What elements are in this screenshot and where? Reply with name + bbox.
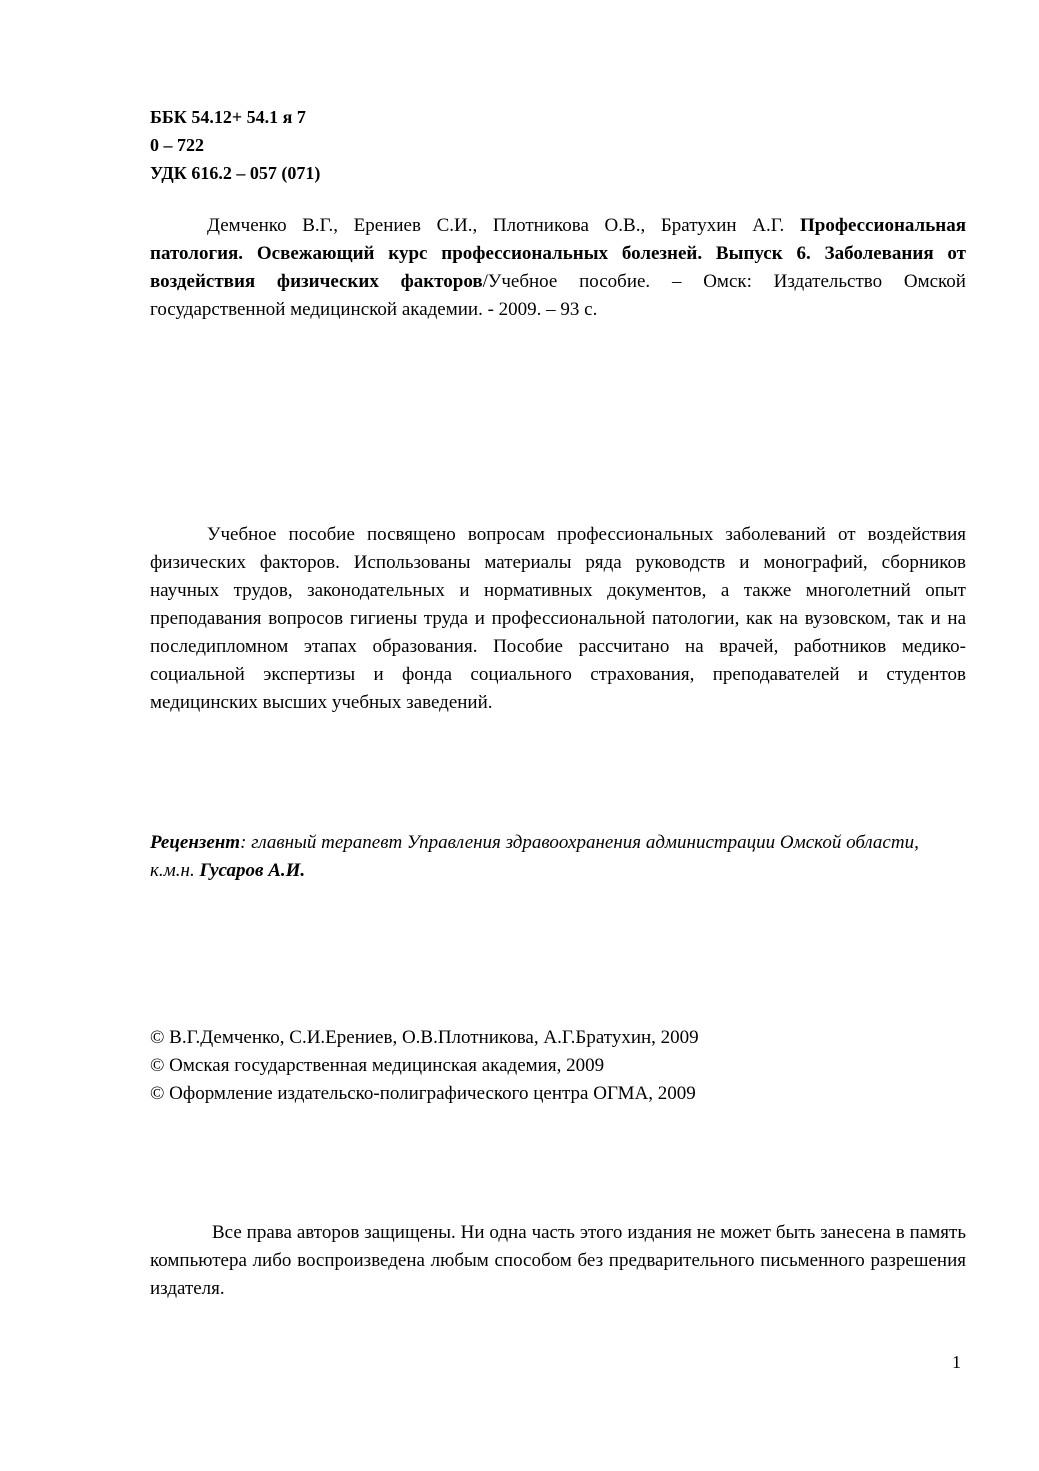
rights-notice: Все права авторов защищены. Ни одна часть этого издания не может быть занесена в память компьютера либо воспроизведена любым способом без предварительного письменного разрешения издателя. (150, 1222, 966, 1299)
author-mark: 0 – 722 (150, 135, 204, 155)
copyright-block (150, 1024, 699, 1108)
page-number: 1 (952, 1352, 961, 1372)
copyright-line: © Оформление издательско-полиграфического центра ОГМА, 2009 (150, 1083, 696, 1104)
copyright-line: © В.Г.Демченко, С.И.Ерениев, О.В.Плотникова, А.Г.Братухин, 2009 (150, 1027, 699, 1048)
bibliographic-description (150, 212, 966, 324)
bibliography-details: /Учебное пособие. – Омск: Издательство Омской государственной медицинской академии. - 2009. – 93 с. (150, 271, 966, 320)
bibliography-title: Профессиональная патология. Освежающий курс профессиональных болезней. Выпуск 6. Заболевания от воздействия физических факторов (150, 215, 966, 292)
annotation-paragraph: Учебное пособие посвящено вопросам профессиональных заболеваний от воздействия физических факторов. Использованы материалы ряда руководств и монографий, сборников научных трудов, законодательных и нормативных документов, а также многолетний опыт преподавания вопросов гигиены труда и профессиональной патологии, как на вузовском, так и на последипломном этапах образования. Пособие рассчитано на врачей, работников медико-социальной экспертизы и фонда социального страхования, преподавателей и студентов медицинских высших учебных заведений. (150, 524, 966, 713)
bibliography-authors: Демченко В.Г., Ерениев С.И., Плотникова О.В., Братухин А.Г. (207, 215, 800, 236)
reviewer-label: Рецензент (150, 832, 241, 853)
reviewer-text: : главный терапевт Управления здравоохранения администрации Омской области, к.м.н. (150, 832, 919, 881)
classification-codes (150, 103, 320, 187)
udk-code: УДК 616.2 – 057 (071) (150, 163, 321, 183)
copyright-line: © Омская государственная медицинская академия, 2009 (150, 1055, 605, 1076)
bbk-code: ББК 54.12+ 54.1 я 7 (150, 107, 306, 127)
reviewer-name: Гусаров А.И. (199, 860, 306, 881)
reviewer-paragraph (150, 829, 966, 885)
